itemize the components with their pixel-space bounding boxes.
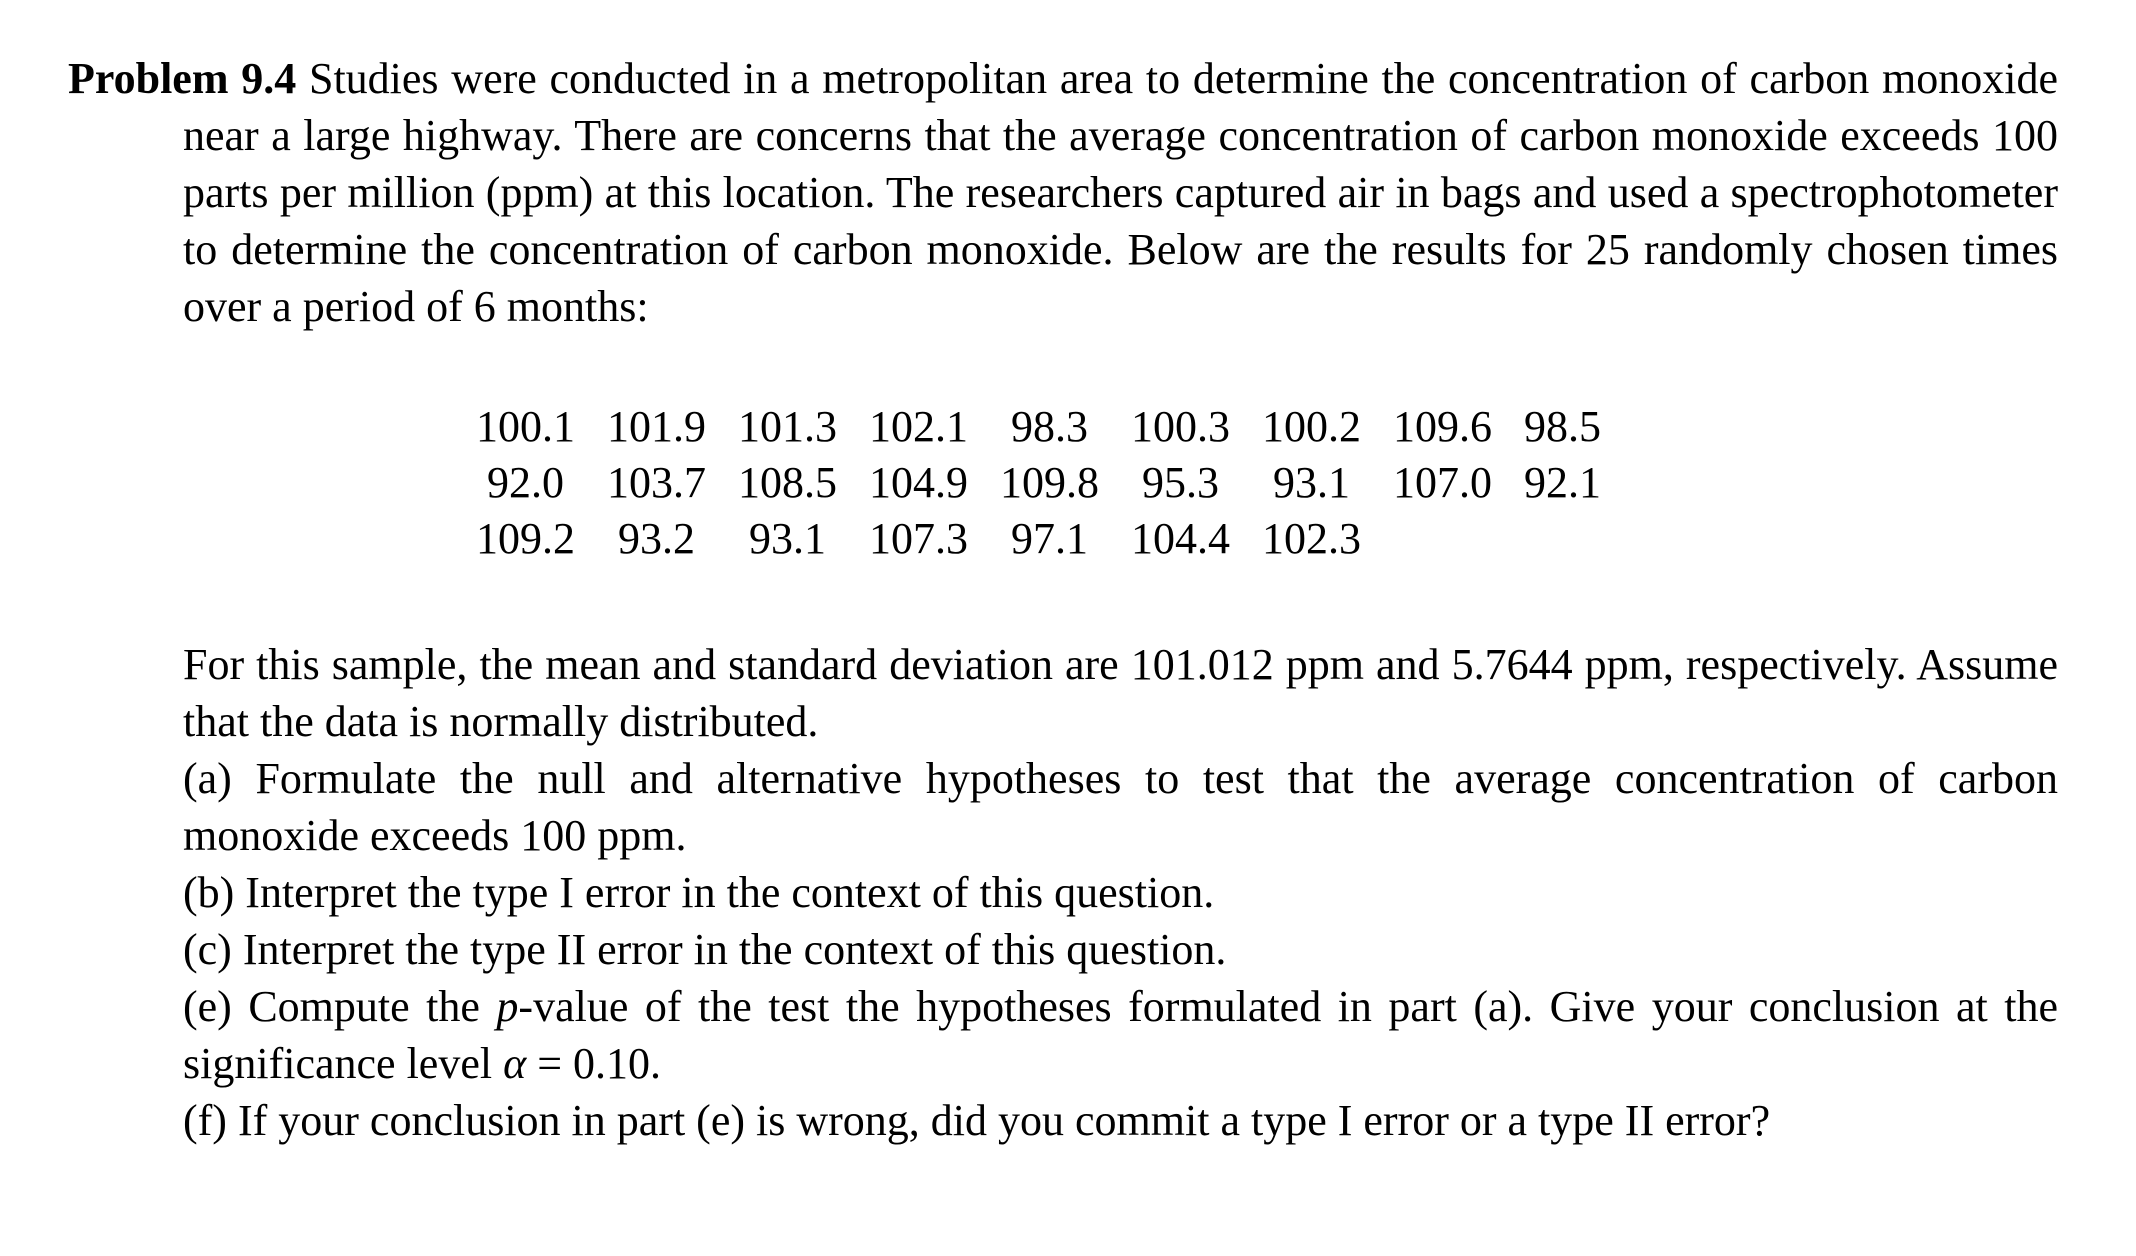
- data-table: [460, 398, 1617, 566]
- intro-text: Studies were conducted in a metropolitan area to determine the concentration of carbon monoxide near a large highway. There are concerns that the average concentration of carbon monoxide exceeds 100 parts per million (ppm) at this location. The researchers captured air in bags and used a spectrophotometer to determine the concentration of carbon monoxide. Below are the results for 25 randomly chosen times over a period of 6 months:: [183, 54, 2058, 331]
- data-cell: 95.3: [1142, 457, 1219, 507]
- data-cell: 100.1: [476, 401, 575, 451]
- data-cell: 102.1: [869, 401, 968, 451]
- data-cell: 108.5: [738, 457, 837, 507]
- data-cell: 100.2: [1262, 401, 1361, 451]
- data-cell: 100.3: [1131, 401, 1230, 451]
- part-b: (b) Interpret the type I error in the context of this question.: [183, 868, 1215, 917]
- part-e-middle: -value of the test the hypotheses formulated in part (a). Give your conclusion at the significance level: [183, 982, 2058, 1088]
- data-cell: 101.3: [738, 401, 837, 451]
- data-cell: [1508, 510, 1617, 566]
- data-cell: [1377, 510, 1508, 566]
- part-f: (f) If your conclusion in part (e) is wrong, did you commit a type I error or a type II error?: [183, 1096, 1771, 1145]
- data-cell: 103.7: [607, 457, 706, 507]
- data-cell: 107.3: [869, 513, 968, 563]
- data-cell: 98.5: [1524, 401, 1601, 451]
- data-cell: 93.1: [1273, 457, 1350, 507]
- data-cell: 92.1: [1524, 457, 1601, 507]
- data-cell: 104.4: [1131, 513, 1230, 563]
- part-e-alpha: α: [503, 1039, 527, 1088]
- data-row: [460, 510, 1617, 566]
- data-cell: 92.0: [487, 457, 564, 507]
- sample-summary: For this sample, the mean and standard deviation are 101.012 ppm and 5.7644 ppm, respectively. Assume that the data is normally distributed.: [183, 640, 2058, 746]
- data-cell: 102.3: [1262, 513, 1361, 563]
- part-c: (c) Interpret the type II error in the context of this question.: [183, 925, 1227, 974]
- data-cell: 101.9: [607, 401, 706, 451]
- data-cell: 109.6: [1393, 401, 1492, 451]
- problem-label: Problem 9.4: [68, 54, 297, 103]
- part-a: (a) Formulate the null and alternative hypotheses to test that the average concentration of carbon monoxide exceeds 100 ppm.: [183, 754, 2058, 860]
- data-row: [460, 398, 1617, 454]
- part-e-p: p: [496, 982, 519, 1031]
- data-cell: 93.1: [749, 513, 826, 563]
- data-cell: 107.0: [1393, 457, 1492, 507]
- data-cell: 97.1: [1011, 513, 1088, 563]
- part-e-suffix: = 0.10.: [526, 1039, 662, 1088]
- data-row: [460, 454, 1617, 510]
- data-cell: 109.8: [1000, 457, 1099, 507]
- problem-statement: [68, 50, 2058, 335]
- questions-block: [183, 636, 2058, 1149]
- data-cell: 104.9: [869, 457, 968, 507]
- data-cell: 93.2: [618, 513, 695, 563]
- problem-intro: [68, 50, 2058, 335]
- part-e-prefix: (e) Compute the: [183, 982, 497, 1031]
- data-cell: 98.3: [1011, 401, 1088, 451]
- data-cell: 109.2: [476, 513, 575, 563]
- part-e: [183, 978, 2058, 1092]
